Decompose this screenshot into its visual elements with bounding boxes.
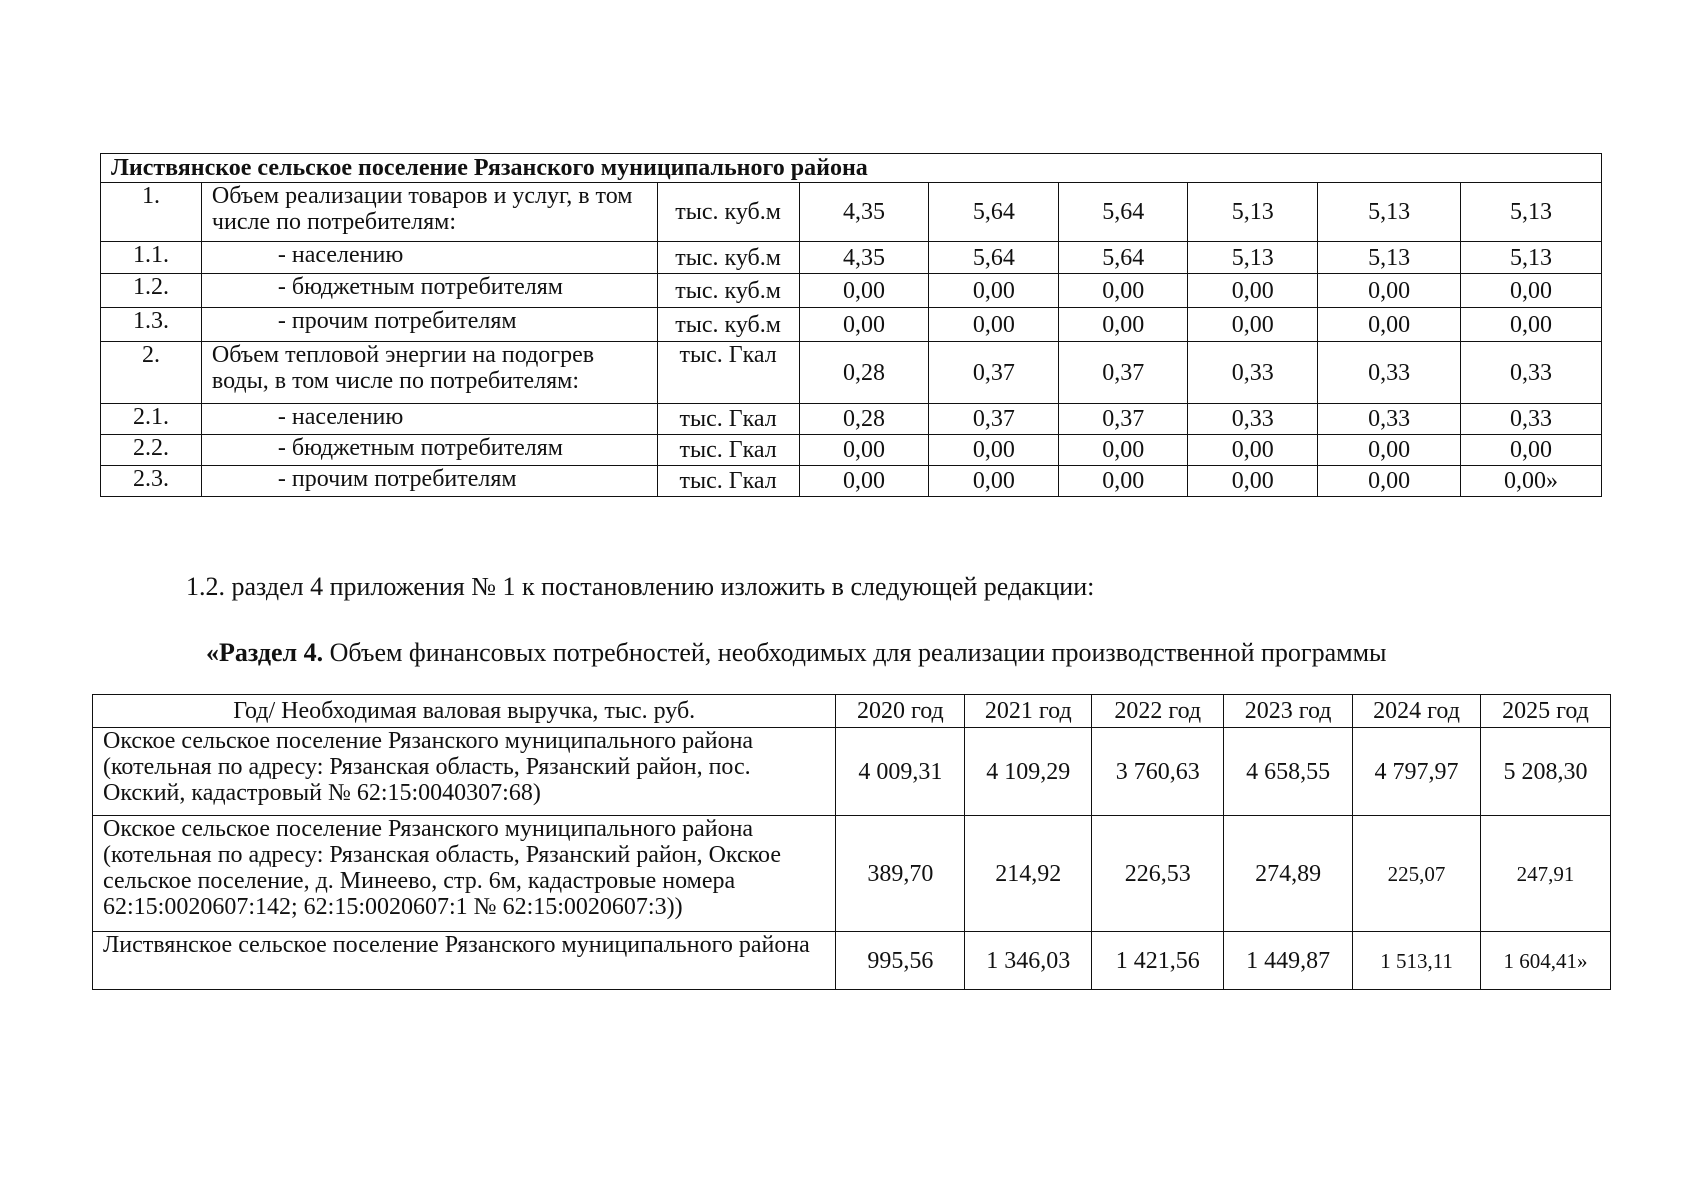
cell-value: 226,53 xyxy=(1092,816,1224,932)
cell-value: 1 513,11 xyxy=(1353,932,1481,990)
cell-value: 5,13 xyxy=(1318,183,1461,242)
table-header-row xyxy=(93,695,1611,728)
cell-value: 4 797,97 xyxy=(1353,728,1481,816)
header-cell: 2025 год xyxy=(1481,695,1611,728)
cell-value: 0,33 xyxy=(1188,404,1318,435)
table-row xyxy=(101,274,1602,308)
cell-value: 0,00 xyxy=(1059,274,1188,308)
cell-value: 0,33 xyxy=(1318,342,1461,404)
cell-value: 5,13 xyxy=(1188,183,1318,242)
row-name: Объем реализации товаров и услуг, в том числе по потребителям: xyxy=(201,183,657,242)
cell-value: 274,89 xyxy=(1224,816,1353,932)
cell-value: 1 449,87 xyxy=(1224,932,1353,990)
cell-value: 0,00 xyxy=(799,308,929,342)
cell-value: 0,00 xyxy=(929,466,1059,497)
cell-value: 995,56 xyxy=(836,932,965,990)
cell-value: 4,35 xyxy=(799,183,929,242)
cell-value: 0,00 xyxy=(929,274,1059,308)
row-index: 2. xyxy=(101,342,202,404)
cell-value: 0,00 xyxy=(1059,308,1188,342)
cell-value: 0,00 xyxy=(1318,435,1461,466)
cell-value: 0,00 xyxy=(1461,435,1602,466)
cell-value: 0,00 xyxy=(799,274,929,308)
table-row xyxy=(101,308,1602,342)
cell-value: 0,00 xyxy=(1461,274,1602,308)
cell-value: 0,37 xyxy=(1059,342,1188,404)
row-unit: тыс. куб.м xyxy=(657,242,799,274)
row-unit: тыс. Гкал xyxy=(657,404,799,435)
row-unit: тыс. куб.м xyxy=(657,183,799,242)
row-name: - прочим потребителям xyxy=(201,466,657,497)
table-row xyxy=(101,183,1602,242)
cell-value: 0,00 xyxy=(1188,308,1318,342)
cell-value: 0,00 xyxy=(799,466,929,497)
cell-value: 0,37 xyxy=(929,342,1059,404)
cell-value: 0,00 xyxy=(1059,435,1188,466)
cell-value: 5,64 xyxy=(1059,242,1188,274)
row-index: 1.2. xyxy=(101,274,202,308)
row-index: 2.1. xyxy=(101,404,202,435)
table-row xyxy=(93,728,1611,816)
cell-value: 0,37 xyxy=(929,404,1059,435)
cell-value: 0,00 xyxy=(1461,308,1602,342)
cell-value: 0,28 xyxy=(799,404,929,435)
cell-value: 0,28 xyxy=(799,342,929,404)
section-title-bold: «Раздел 4. xyxy=(206,638,324,667)
cell-value: 0,00» xyxy=(1461,466,1602,497)
row-name: Объем тепловой энергии на подогрев воды, в том числе по потребителям: xyxy=(201,342,657,404)
row-name: - бюджетным потребителям xyxy=(201,435,657,466)
cell-value: 0,00 xyxy=(929,308,1059,342)
cell-value: 5,13 xyxy=(1318,242,1461,274)
cell-value: 214,92 xyxy=(965,816,1092,932)
cell-value: 4 109,29 xyxy=(965,728,1092,816)
cell-value: 0,00 xyxy=(1318,466,1461,497)
cell-value: 0,00 xyxy=(1188,274,1318,308)
cell-value: 247,91 xyxy=(1481,816,1611,932)
header-cell: 2022 год xyxy=(1092,695,1224,728)
cell-value: 5,64 xyxy=(1059,183,1188,242)
cell-value: 0,00 xyxy=(929,435,1059,466)
row-name: Окское сельское поселение Рязанского муниципального района (котельная по адресу: Рязанская область, Рязанский район, Окское сельское поселение, д. Минеево, стр. 6м, кадастровые номера 62:15:0020607:142; 62:15:0020607:1 № 62:15:0020607:3)) xyxy=(93,816,836,932)
cell-value: 0,00 xyxy=(1318,274,1461,308)
table-row xyxy=(93,932,1611,990)
table-row xyxy=(101,242,1602,274)
cell-value: 5,13 xyxy=(1188,242,1318,274)
cell-value: 389,70 xyxy=(836,816,965,932)
row-index: 2.3. xyxy=(101,466,202,497)
section-title xyxy=(206,638,1387,668)
row-unit: тыс. Гкал xyxy=(657,342,799,404)
cell-value: 1 421,56 xyxy=(1092,932,1224,990)
amendment-paragraph: 1.2. раздел 4 приложения № 1 к постановлению изложить в следующей редакции: xyxy=(186,572,1095,601)
cell-value: 3 760,63 xyxy=(1092,728,1224,816)
volume-table xyxy=(100,153,1602,497)
header-cell: 2023 год xyxy=(1224,695,1353,728)
row-name: Листвянское сельское поселение Рязанского муниципального района xyxy=(93,932,836,990)
row-unit: тыс. Гкал xyxy=(657,466,799,497)
cell-value: 1 604,41» xyxy=(1481,932,1611,990)
cell-value: 1 346,03 xyxy=(965,932,1092,990)
cell-value: 5,13 xyxy=(1461,242,1602,274)
cell-value: 0,37 xyxy=(1059,404,1188,435)
header-cell: Год/ Необходимая валовая выручка, тыс. руб. xyxy=(93,695,836,728)
row-unit: тыс. куб.м xyxy=(657,274,799,308)
cell-value: 0,33 xyxy=(1461,342,1602,404)
table-row xyxy=(101,404,1602,435)
revenue-table xyxy=(92,694,1611,990)
cell-value: 0,00 xyxy=(1059,466,1188,497)
cell-value: 5,64 xyxy=(929,183,1059,242)
row-name: Окское сельское поселение Рязанского муниципального района (котельная по адресу: Рязанская область, Рязанский район, пос. Окский, кадастровый № 62:15:0040307:68) xyxy=(93,728,836,816)
table-heading-row xyxy=(101,154,1602,183)
row-unit: тыс. Гкал xyxy=(657,435,799,466)
cell-value: 5 208,30 xyxy=(1481,728,1611,816)
row-index: 1. xyxy=(101,183,202,242)
cell-value: 0,00 xyxy=(1318,308,1461,342)
section-title-text: Объем финансовых потребностей, необходимых для реализации производственной программы xyxy=(323,638,1387,667)
cell-value: 4 009,31 xyxy=(836,728,965,816)
cell-value: 0,00 xyxy=(1188,435,1318,466)
header-cell: 2020 год xyxy=(836,695,965,728)
cell-value: 0,33 xyxy=(1188,342,1318,404)
cell-value: 0,00 xyxy=(799,435,929,466)
row-index: 1.3. xyxy=(101,308,202,342)
row-unit: тыс. куб.м xyxy=(657,308,799,342)
table-row xyxy=(101,435,1602,466)
table-row xyxy=(93,816,1611,932)
row-index: 1.1. xyxy=(101,242,202,274)
header-cell: 2024 год xyxy=(1353,695,1481,728)
header-cell: 2021 год xyxy=(965,695,1092,728)
cell-value: 4 658,55 xyxy=(1224,728,1353,816)
cell-value: 0,33 xyxy=(1461,404,1602,435)
cell-value: 0,00 xyxy=(1188,466,1318,497)
cell-value: 5,64 xyxy=(929,242,1059,274)
row-index: 2.2. xyxy=(101,435,202,466)
cell-value: 0,33 xyxy=(1318,404,1461,435)
row-name: - прочим потребителям xyxy=(201,308,657,342)
table-row xyxy=(101,466,1602,497)
cell-value: 4,35 xyxy=(799,242,929,274)
row-name: - бюджетным потребителям xyxy=(201,274,657,308)
settlement-heading: Листвянское сельское поселение Рязанского муниципального района xyxy=(101,154,1602,183)
cell-value: 5,13 xyxy=(1461,183,1602,242)
row-name: - населению xyxy=(201,242,657,274)
row-name: - населению xyxy=(201,404,657,435)
cell-value: 225,07 xyxy=(1353,816,1481,932)
table-row xyxy=(101,342,1602,404)
